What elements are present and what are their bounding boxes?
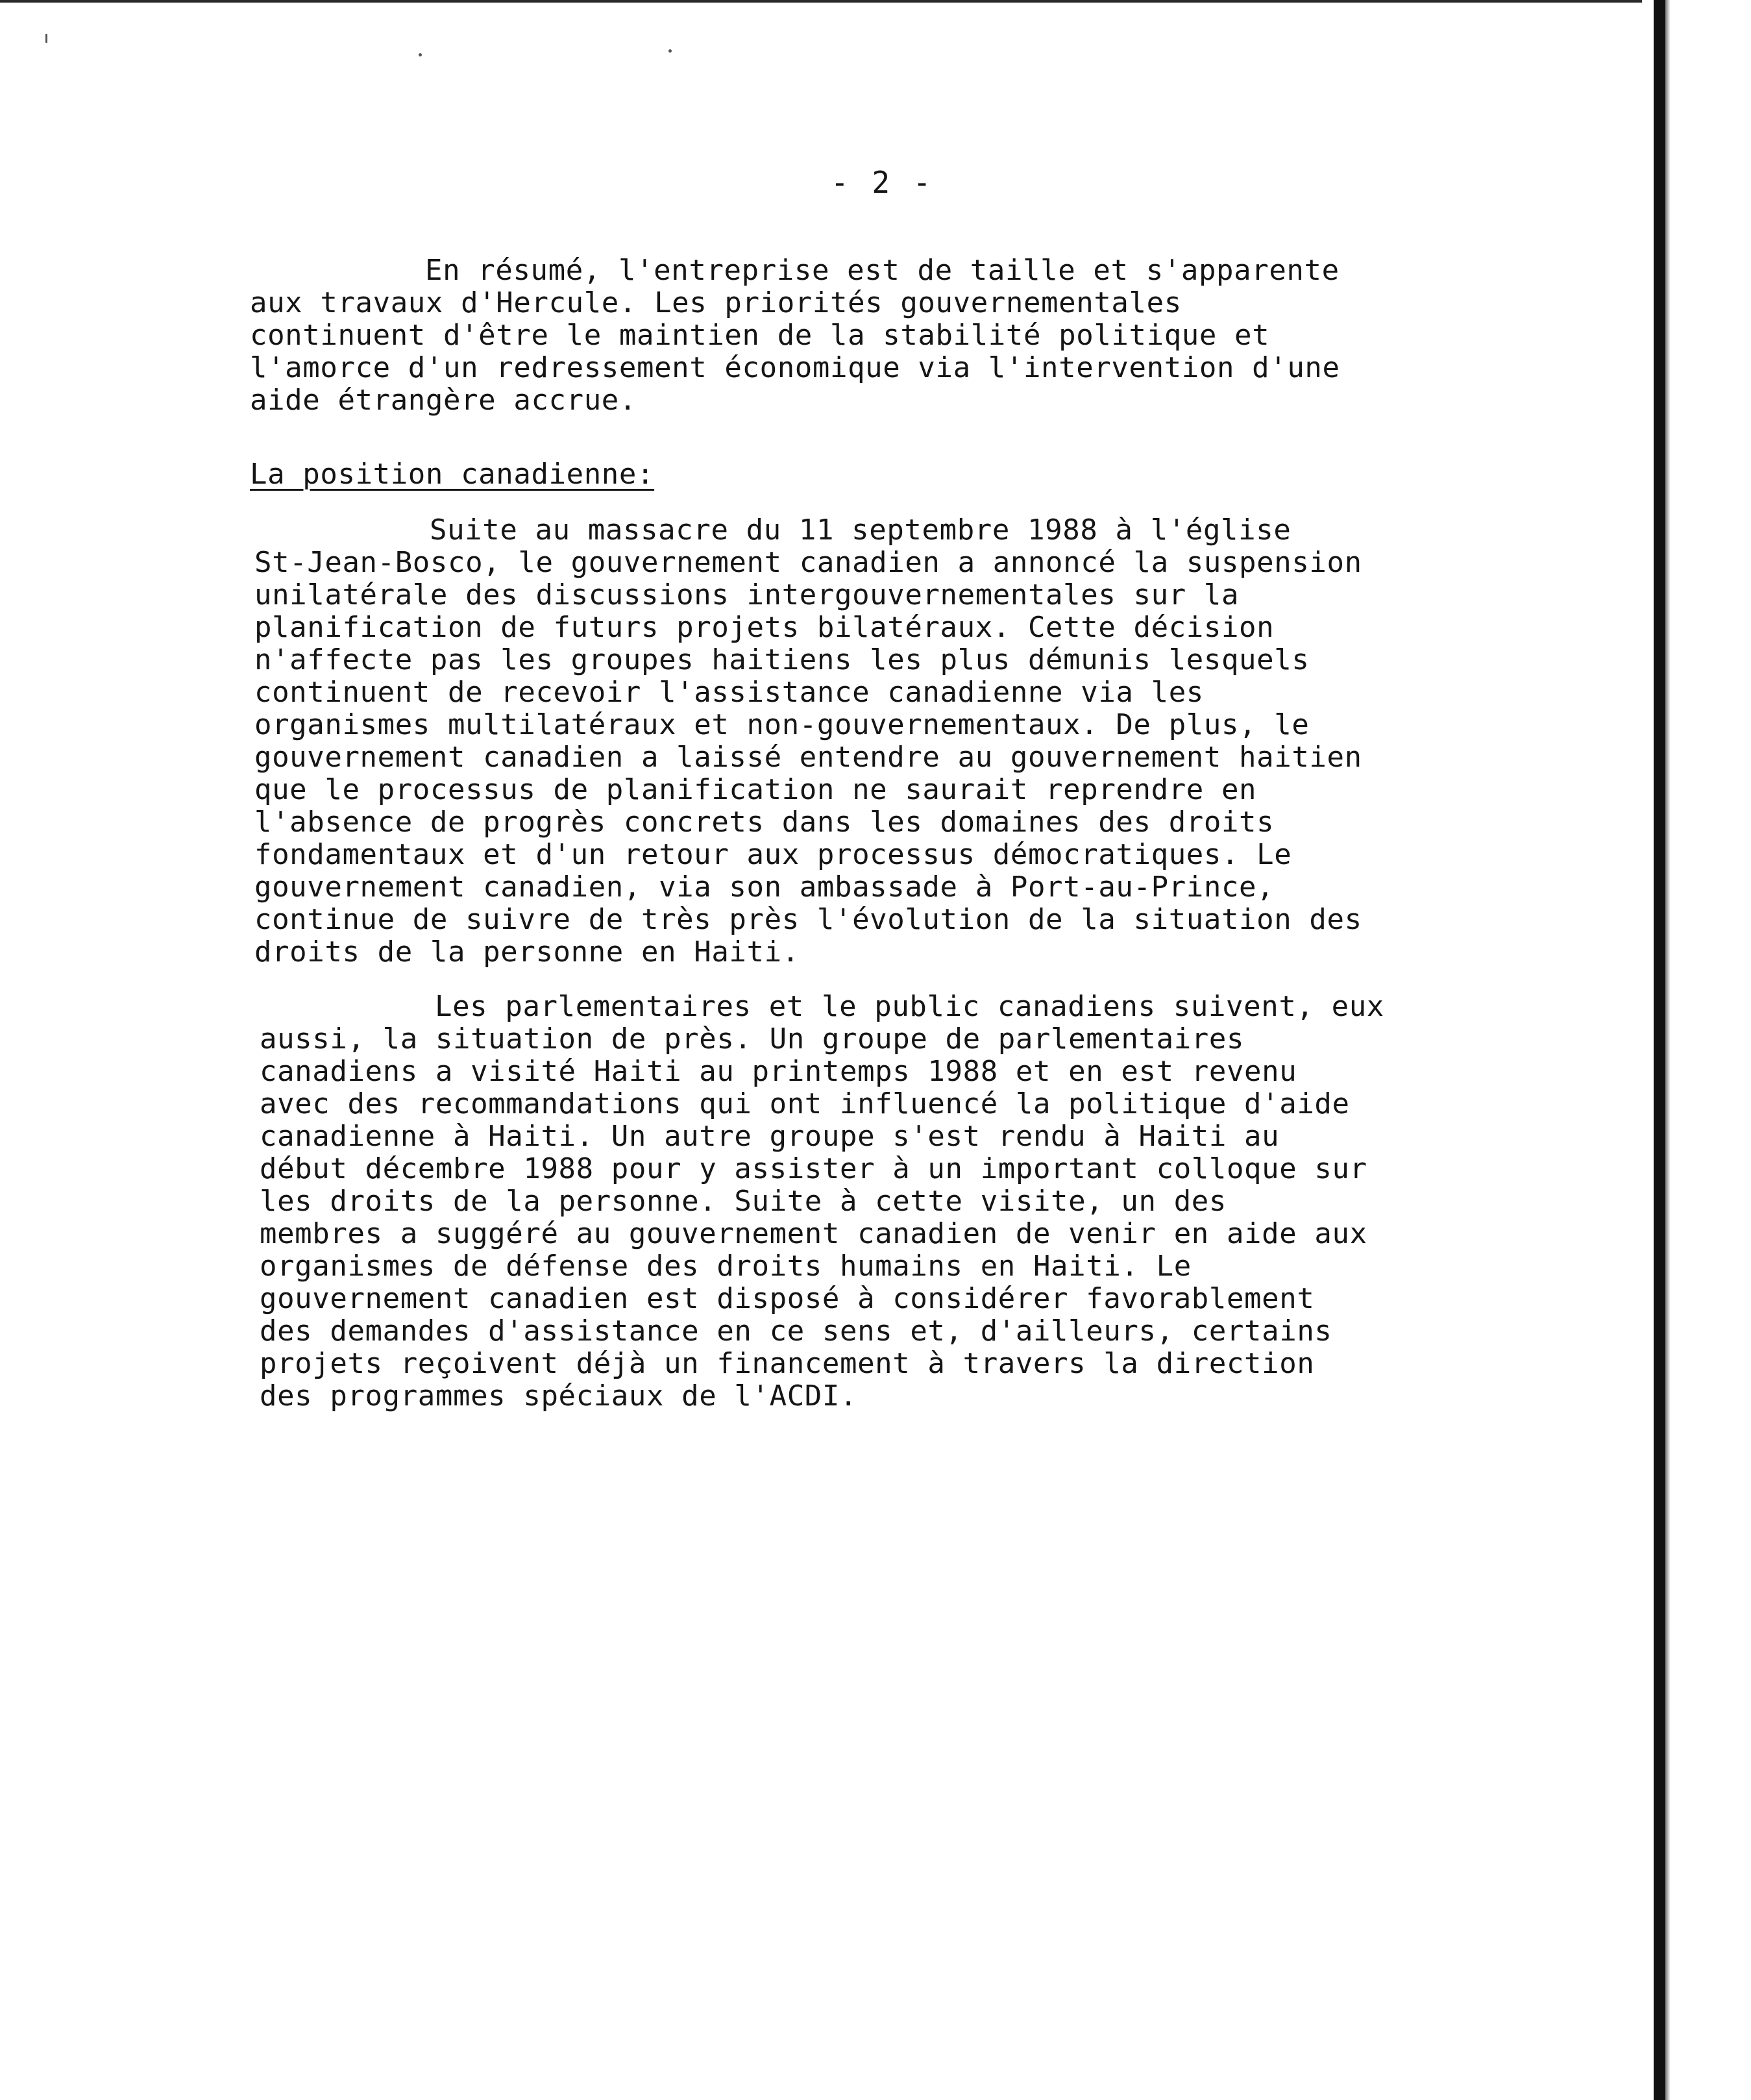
text-line: continuent d'être le maintien de la stabilité politique et	[250, 319, 1270, 352]
text-line: continuent de recevoir l'assistance canadienne via les	[254, 676, 1204, 709]
scan-speck	[668, 49, 672, 53]
paragraph-parliamentarians	[260, 991, 1532, 1413]
section-heading: La position canadienne:	[250, 458, 655, 491]
page-number: - 2 -	[831, 165, 934, 200]
text-line: St-Jean-Bosco, le gouvernement canadien a annoncé la suspension	[254, 546, 1362, 579]
text-line: que le processus de planification ne saurait reprendre en	[254, 773, 1257, 806]
text-line: aide étrangère accrue.	[250, 384, 637, 417]
text-line: gouvernement canadien est disposé à considérer favorablement	[260, 1282, 1315, 1315]
text-line: l'amorce d'un redressement économique via l'intervention d'une	[250, 351, 1340, 384]
scan-right-edge	[1654, 0, 1665, 2100]
text-line: gouvernement canadien a laissé entendre au gouvernement haitien	[254, 741, 1362, 774]
text-line: début décembre 1988 pour y assister à un important colloque sur	[260, 1152, 1367, 1185]
text-line: canadienne à Haiti. Un autre groupe s'est rendu à Haiti au	[260, 1120, 1280, 1153]
scan-speck	[45, 34, 47, 43]
text-line: des demandes d'assistance en ce sens et, d'ailleurs, certains	[260, 1315, 1332, 1348]
text-line: membres a suggéré au gouvernement canadien de venir en aide aux	[260, 1217, 1367, 1250]
scan-speck	[419, 53, 422, 56]
text-line: aux travaux d'Hercule. Les priorités gouvernementales	[250, 286, 1182, 319]
text-line: organismes multilatéraux et non-gouvernementaux. De plus, le	[254, 708, 1310, 741]
text-line: les droits de la personne. Suite à cette visite, un des	[260, 1185, 1227, 1218]
scan-right-edge-shadow	[1665, 0, 1671, 2100]
text-line: projets reçoivent déjà un financement à travers la direction	[260, 1347, 1315, 1380]
text-line: droits de la personne en Haiti.	[254, 935, 800, 969]
paragraph-canadian-position	[254, 514, 1526, 969]
text-line: des programmes spéciaux de l'ACDI.	[260, 1379, 858, 1413]
text-line: planification de futurs projets bilatéraux. Cette décision	[254, 611, 1275, 644]
text-line: avec des recommandations qui ont influencé la politique d'aide	[260, 1087, 1350, 1120]
text-line: aussi, la situation de près. Un groupe de parlementaires	[260, 1022, 1245, 1056]
text-line: l'absence de progrès concrets dans les domaines des droits	[254, 806, 1275, 839]
text-line: n'affecte pas les groupes haitiens les plus démunis lesquels	[254, 643, 1310, 676]
text-line: canadiens a visité Haiti au printemps 1988 et en est revenu	[260, 1055, 1297, 1088]
text-line: organismes de défense des droits humains en Haiti. Le	[260, 1250, 1192, 1283]
paragraph-summary	[250, 254, 1522, 417]
text-line: unilatérale des discussions intergouvernementales sur la	[254, 578, 1240, 611]
text-line: Suite au massacre du 11 septembre 1988 à l'église	[430, 513, 1292, 547]
text-line: gouvernement canadien, via son ambassade à Port-au-Prince,	[254, 871, 1275, 904]
text-line: En résumé, l'entreprise est de taille et s'apparente	[425, 254, 1340, 287]
text-line: Les parlementaires et le public canadiens suivent, eux	[435, 990, 1384, 1023]
text-line: continue de suivre de très près l'évolution de la situation des	[254, 903, 1362, 936]
text-line: fondamentaux et d'un retour aux processus démocratiques. Le	[254, 838, 1292, 871]
scan-top-edge	[0, 0, 1642, 3]
